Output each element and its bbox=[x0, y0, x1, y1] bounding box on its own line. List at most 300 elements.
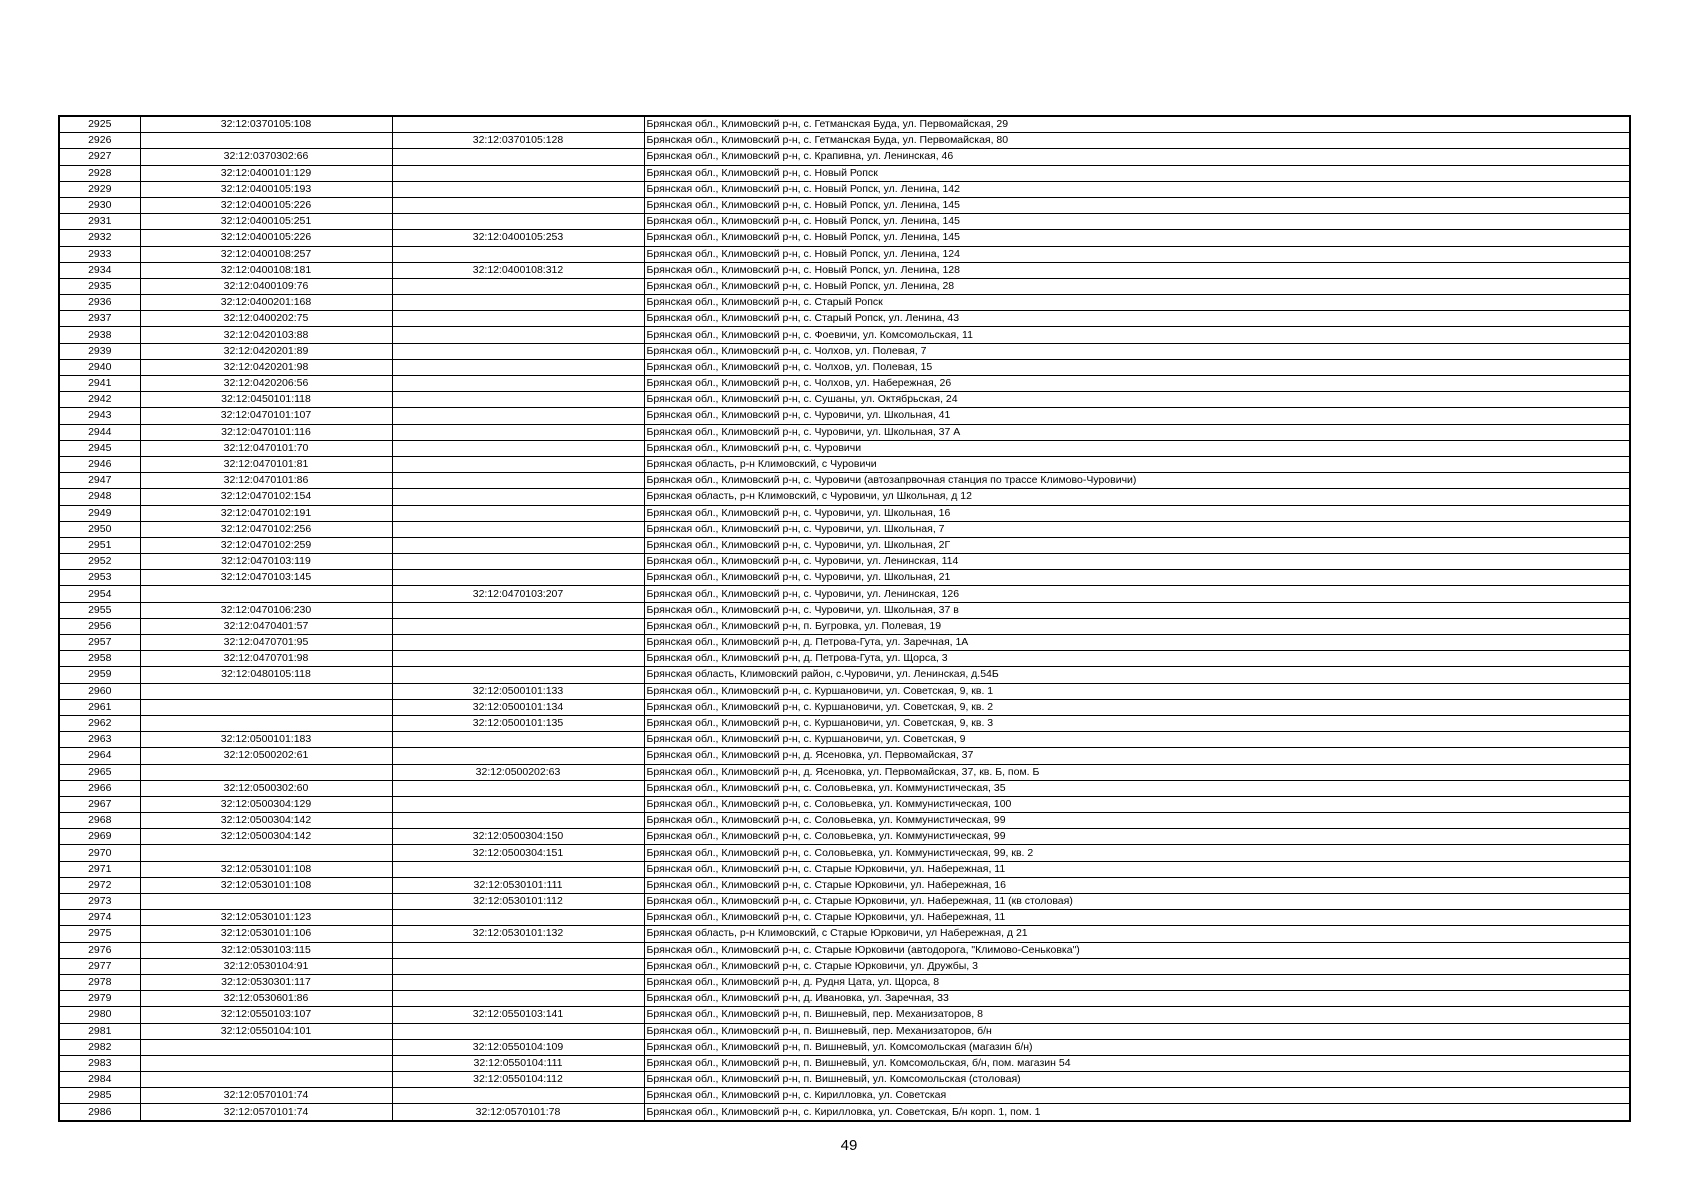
address-cell: Брянская обл., Климовский р-н, с. Кирилловка, ул. Советская bbox=[644, 1088, 1630, 1104]
cadastral-number-cell: 32:12:0470106:230 bbox=[140, 602, 392, 618]
cadastral-number-cell: 32:12:0400105:251 bbox=[140, 214, 392, 230]
related-cadastral-cell bbox=[392, 651, 644, 667]
address-cell: Брянская обл., Климовский р-н, с. Новый Ропск, ул. Ленина, 145 bbox=[644, 230, 1630, 246]
table-row bbox=[59, 715, 1630, 731]
address-cell: Брянская обл., Климовский р-н, с. Чуровичи, ул. Школьная, 21 bbox=[644, 570, 1630, 586]
related-cadastral-cell bbox=[392, 181, 644, 197]
table-row bbox=[59, 602, 1630, 618]
related-cadastral-cell: 32:12:0550104:111 bbox=[392, 1055, 644, 1071]
table-row bbox=[59, 829, 1630, 845]
cadastral-number-cell: 32:12:0400201:168 bbox=[140, 295, 392, 311]
row-number-cell: 2929 bbox=[59, 181, 140, 197]
cadastral-number-cell: 32:12:0470101:116 bbox=[140, 424, 392, 440]
cadastral-number-cell bbox=[140, 133, 392, 149]
address-cell: Брянская обл., Климовский р-н, с. Чуровичи, ул. Школьная, 41 bbox=[644, 408, 1630, 424]
related-cadastral-cell bbox=[392, 408, 644, 424]
address-cell: Брянская обл., Климовский р-н, с. Сушаны, ул. Октябрьская, 24 bbox=[644, 392, 1630, 408]
address-cell: Брянская обл., Климовский р-н, с. Старые Юрковичи, ул. Набережная, 11 bbox=[644, 861, 1630, 877]
row-number-cell: 2940 bbox=[59, 359, 140, 375]
address-cell: Брянская обл., Климовский р-н, с. Старый Ропск bbox=[644, 295, 1630, 311]
row-number-cell: 2978 bbox=[59, 974, 140, 990]
row-number-cell: 2932 bbox=[59, 230, 140, 246]
table-row bbox=[59, 651, 1630, 667]
table-row bbox=[59, 456, 1630, 472]
table-row bbox=[59, 780, 1630, 796]
related-cadastral-cell bbox=[392, 537, 644, 553]
row-number-cell: 2931 bbox=[59, 214, 140, 230]
address-cell: Брянская обл., Климовский р-н, д. Рудня Цата, ул. Щорса, 8 bbox=[644, 974, 1630, 990]
table-row bbox=[59, 246, 1630, 262]
cadastral-number-cell: 32:12:0530101:108 bbox=[140, 861, 392, 877]
address-cell: Брянская обл., Климовский р-н, с. Старые Юрковичи, ул. Набережная, 11 bbox=[644, 910, 1630, 926]
address-cell: Брянская область, Климовский район, с.Чуровичи, ул. Ленинская, д.54Б bbox=[644, 667, 1630, 683]
cadastral-number-cell: 32:12:0370302:66 bbox=[140, 149, 392, 165]
address-cell: Брянская обл., Климовский р-н, п. Вишневый, ул. Комсомольская, б/н, пом. магазин 54 bbox=[644, 1055, 1630, 1071]
row-number-cell: 2934 bbox=[59, 262, 140, 278]
table-row bbox=[59, 635, 1630, 651]
address-cell: Брянская обл., Климовский р-н, с. Гетманская Буда, ул. Первомайская, 29 bbox=[644, 116, 1630, 133]
related-cadastral-cell: 32:12:0530101:112 bbox=[392, 894, 644, 910]
address-cell: Брянская обл., Климовский р-н, п. Вишневый, пер. Механизаторов, б/н bbox=[644, 1023, 1630, 1039]
related-cadastral-cell: 32:12:0500304:151 bbox=[392, 845, 644, 861]
cadastral-number-cell: 32:12:0400202:75 bbox=[140, 311, 392, 327]
related-cadastral-cell bbox=[392, 780, 644, 796]
cadastral-number-cell: 32:12:0470701:95 bbox=[140, 635, 392, 651]
cadastral-number-cell bbox=[140, 894, 392, 910]
cadastral-number-cell: 32:12:0470103:145 bbox=[140, 570, 392, 586]
row-number-cell: 2948 bbox=[59, 489, 140, 505]
table-row bbox=[59, 667, 1630, 683]
address-cell: Брянская обл., Климовский р-н, с. Чуровичи, ул. Школьная, 16 bbox=[644, 505, 1630, 521]
cadastral-number-cell: 32:12:0500202:61 bbox=[140, 748, 392, 764]
cadastral-number-cell: 32:12:0530101:106 bbox=[140, 926, 392, 942]
table-row bbox=[59, 408, 1630, 424]
row-number-cell: 2925 bbox=[59, 116, 140, 133]
cadastral-number-cell: 32:12:0570101:74 bbox=[140, 1088, 392, 1104]
address-cell: Брянская обл., Климовский р-н, п. Вишневый, ул. Комсомольская (столовая) bbox=[644, 1072, 1630, 1088]
cadastral-number-cell bbox=[140, 699, 392, 715]
related-cadastral-cell bbox=[392, 910, 644, 926]
table-row bbox=[59, 214, 1630, 230]
table-row bbox=[59, 683, 1630, 699]
related-cadastral-cell bbox=[392, 796, 644, 812]
table-row bbox=[59, 343, 1630, 359]
address-cell: Брянская обл., Климовский р-н, с. Новый Ропск, ул. Ленина, 28 bbox=[644, 278, 1630, 294]
cadastral-number-cell: 32:12:0530101:108 bbox=[140, 877, 392, 893]
related-cadastral-cell bbox=[392, 278, 644, 294]
related-cadastral-cell bbox=[392, 327, 644, 343]
cadastral-number-cell: 32:12:0530301:117 bbox=[140, 974, 392, 990]
related-cadastral-cell bbox=[392, 732, 644, 748]
related-cadastral-cell bbox=[392, 1088, 644, 1104]
row-number-cell: 2962 bbox=[59, 715, 140, 731]
table-row bbox=[59, 926, 1630, 942]
table-row bbox=[59, 861, 1630, 877]
row-number-cell: 2979 bbox=[59, 991, 140, 1007]
cadastral-number-cell: 32:12:0500304:129 bbox=[140, 796, 392, 812]
address-cell: Брянская обл., Климовский р-н, п. Вишневый, пер. Механизаторов, 8 bbox=[644, 1007, 1630, 1023]
address-cell: Брянская обл., Климовский р-н, с. Чуровичи (автозапрвочная станция по трассе Климово-Чуровичи) bbox=[644, 473, 1630, 489]
cadastral-number-cell: 32:12:0500304:142 bbox=[140, 829, 392, 845]
related-cadastral-cell bbox=[392, 505, 644, 521]
table-row bbox=[59, 1023, 1630, 1039]
related-cadastral-cell bbox=[392, 424, 644, 440]
table-row bbox=[59, 618, 1630, 634]
row-number-cell: 2985 bbox=[59, 1088, 140, 1104]
row-number-cell: 2928 bbox=[59, 165, 140, 181]
row-number-cell: 2926 bbox=[59, 133, 140, 149]
page-number: 49 bbox=[840, 1137, 858, 1154]
address-cell: Брянская обл., Климовский р-н, с. Чуровичи bbox=[644, 440, 1630, 456]
address-cell: Брянская обл., Климовский р-н, с. Чолхов, ул. Полевая, 15 bbox=[644, 359, 1630, 375]
address-cell: Брянская обл., Климовский р-н, с. Новый Ропск, ул. Ленина, 142 bbox=[644, 181, 1630, 197]
table-row bbox=[59, 149, 1630, 165]
cadastral-number-cell bbox=[140, 1072, 392, 1088]
related-cadastral-cell bbox=[392, 392, 644, 408]
address-cell: Брянская обл., Климовский р-н, с. Гетманская Буда, ул. Первомайская, 80 bbox=[644, 133, 1630, 149]
cadastral-number-cell bbox=[140, 715, 392, 731]
table-row bbox=[59, 974, 1630, 990]
address-cell: Брянская обл., Климовский р-н, с. Чолхов, ул. Набережная, 26 bbox=[644, 376, 1630, 392]
address-cell: Брянская обл., Климовский р-н, с. Новый Ропск, ул. Ленина, 145 bbox=[644, 214, 1630, 230]
related-cadastral-cell bbox=[392, 618, 644, 634]
row-number-cell: 2965 bbox=[59, 764, 140, 780]
address-cell: Брянская обл., Климовский р-н, д. Петрова-Гута, ул. Щорса, 3 bbox=[644, 651, 1630, 667]
row-number-cell: 2963 bbox=[59, 732, 140, 748]
related-cadastral-cell bbox=[392, 861, 644, 877]
cadastral-number-cell: 32:12:0420206:56 bbox=[140, 376, 392, 392]
address-cell: Брянская обл., Климовский р-н, с. Фоевичи, ул. Комсомольская, 11 bbox=[644, 327, 1630, 343]
cadastral-number-cell: 32:12:0420201:98 bbox=[140, 359, 392, 375]
row-number-cell: 2981 bbox=[59, 1023, 140, 1039]
table-row bbox=[59, 910, 1630, 926]
related-cadastral-cell bbox=[392, 214, 644, 230]
cadastral-number-cell: 32:12:0400109:76 bbox=[140, 278, 392, 294]
related-cadastral-cell bbox=[392, 295, 644, 311]
table-row bbox=[59, 181, 1630, 197]
row-number-cell: 2957 bbox=[59, 635, 140, 651]
row-number-cell: 2949 bbox=[59, 505, 140, 521]
cadastral-number-cell: 32:12:0470101:70 bbox=[140, 440, 392, 456]
related-cadastral-cell bbox=[392, 570, 644, 586]
address-cell: Брянская обл., Климовский р-н, с. Крапивна, ул. Ленинская, 46 bbox=[644, 149, 1630, 165]
row-number-cell: 2980 bbox=[59, 1007, 140, 1023]
cadastral-number-cell: 32:12:0470102:154 bbox=[140, 489, 392, 505]
row-number-cell: 2955 bbox=[59, 602, 140, 618]
related-cadastral-cell: 32:12:0500101:133 bbox=[392, 683, 644, 699]
table-row bbox=[59, 845, 1630, 861]
address-cell: Брянская обл., Климовский р-н, с. Новый Ропск bbox=[644, 165, 1630, 181]
address-cell: Брянская обл., Климовский р-н, с. Старые Юрковичи (автодорога, "Климово-Сеньковка") bbox=[644, 942, 1630, 958]
table-row bbox=[59, 732, 1630, 748]
related-cadastral-cell: 32:12:0470103:207 bbox=[392, 586, 644, 602]
row-number-cell: 2942 bbox=[59, 392, 140, 408]
cadastral-number-cell: 32:12:0470701:98 bbox=[140, 651, 392, 667]
related-cadastral-cell bbox=[392, 748, 644, 764]
table-row bbox=[59, 1088, 1630, 1104]
related-cadastral-cell: 32:12:0500101:135 bbox=[392, 715, 644, 731]
cadastral-number-cell: 32:12:0530104:91 bbox=[140, 958, 392, 974]
related-cadastral-cell: 32:12:0500101:134 bbox=[392, 699, 644, 715]
related-cadastral-cell bbox=[392, 958, 644, 974]
related-cadastral-cell bbox=[392, 311, 644, 327]
related-cadastral-cell: 32:12:0570101:78 bbox=[392, 1104, 644, 1121]
address-cell: Брянская область, р-н Климовский, с Чуровичи, ул Школьная, д 12 bbox=[644, 489, 1630, 505]
address-cell: Брянская обл., Климовский р-н, с. Старый Ропск, ул. Ленина, 43 bbox=[644, 311, 1630, 327]
row-number-cell: 2960 bbox=[59, 683, 140, 699]
related-cadastral-cell bbox=[392, 376, 644, 392]
row-number-cell: 2939 bbox=[59, 343, 140, 359]
cadastral-number-cell: 32:12:0470102:256 bbox=[140, 521, 392, 537]
table-row bbox=[59, 813, 1630, 829]
cadastral-number-cell: 32:12:0530101:123 bbox=[140, 910, 392, 926]
row-number-cell: 2947 bbox=[59, 473, 140, 489]
related-cadastral-cell bbox=[392, 473, 644, 489]
row-number-cell: 2941 bbox=[59, 376, 140, 392]
row-number-cell: 2984 bbox=[59, 1072, 140, 1088]
cadastral-number-cell bbox=[140, 683, 392, 699]
table-row bbox=[59, 991, 1630, 1007]
row-number-cell: 2961 bbox=[59, 699, 140, 715]
table-row bbox=[59, 1039, 1630, 1055]
row-number-cell: 2976 bbox=[59, 942, 140, 958]
cadastral-number-cell: 32:12:0550104:101 bbox=[140, 1023, 392, 1039]
related-cadastral-cell bbox=[392, 489, 644, 505]
row-number-cell: 2953 bbox=[59, 570, 140, 586]
table-row bbox=[59, 327, 1630, 343]
related-cadastral-cell: 32:12:0500304:150 bbox=[392, 829, 644, 845]
cadastral-number-cell: 32:12:0420201:89 bbox=[140, 343, 392, 359]
address-cell: Брянская область, р-н Климовский, с Чуровичи bbox=[644, 456, 1630, 472]
table-row bbox=[59, 877, 1630, 893]
cadastral-number-cell: 32:12:0400105:226 bbox=[140, 230, 392, 246]
row-number-cell: 2970 bbox=[59, 845, 140, 861]
table-row bbox=[59, 165, 1630, 181]
table-row bbox=[59, 748, 1630, 764]
address-cell: Брянская обл., Климовский р-н, с. Старые Юрковичи, ул. Дружбы, 3 bbox=[644, 958, 1630, 974]
address-cell: Брянская обл., Климовский р-н, с. Соловьевка, ул. Коммунистическая, 99 bbox=[644, 813, 1630, 829]
related-cadastral-cell bbox=[392, 667, 644, 683]
related-cadastral-cell bbox=[392, 440, 644, 456]
row-number-cell: 2937 bbox=[59, 311, 140, 327]
table-row bbox=[59, 392, 1630, 408]
table-row bbox=[59, 230, 1630, 246]
table-row bbox=[59, 505, 1630, 521]
table-row bbox=[59, 197, 1630, 213]
registry-table-body bbox=[59, 116, 1630, 1121]
address-cell: Брянская обл., Климовский р-н, с. Куршановичи, ул. Советская, 9, кв. 3 bbox=[644, 715, 1630, 731]
cadastral-number-cell: 32:12:0470101:107 bbox=[140, 408, 392, 424]
address-cell: Брянская область, р-н Климовский, с Старые Юрковичи, ул Набережная, д 21 bbox=[644, 926, 1630, 942]
address-cell: Брянская обл., Климовский р-н, с. Соловьевка, ул. Коммунистическая, 35 bbox=[644, 780, 1630, 796]
related-cadastral-cell bbox=[392, 165, 644, 181]
table-row bbox=[59, 1007, 1630, 1023]
address-cell: Брянская обл., Климовский р-н, д. Ивановка, ул. Заречная, 33 bbox=[644, 991, 1630, 1007]
row-number-cell: 2975 bbox=[59, 926, 140, 942]
row-number-cell: 2935 bbox=[59, 278, 140, 294]
row-number-cell: 2927 bbox=[59, 149, 140, 165]
related-cadastral-cell bbox=[392, 246, 644, 262]
address-cell: Брянская обл., Климовский р-н, с. Кирилловка, ул. Советская, Б/н корп. 1, пом. 1 bbox=[644, 1104, 1630, 1121]
address-cell: Брянская обл., Климовский р-н, с. Чуровичи, ул. Школьная, 2Г bbox=[644, 537, 1630, 553]
row-number-cell: 2936 bbox=[59, 295, 140, 311]
address-cell: Брянская обл., Климовский р-н, с. Куршановичи, ул. Советская, 9, кв. 1 bbox=[644, 683, 1630, 699]
cadastral-number-cell: 32:12:0470101:81 bbox=[140, 456, 392, 472]
address-cell: Брянская обл., Климовский р-н, с. Новый Ропск, ул. Ленина, 124 bbox=[644, 246, 1630, 262]
table-row bbox=[59, 311, 1630, 327]
cadastral-number-cell: 32:12:0550103:107 bbox=[140, 1007, 392, 1023]
table-row bbox=[59, 473, 1630, 489]
table-row bbox=[59, 570, 1630, 586]
address-cell: Брянская обл., Климовский р-н, с. Соловьевка, ул. Коммунистическая, 99, кв. 2 bbox=[644, 845, 1630, 861]
row-number-cell: 2977 bbox=[59, 958, 140, 974]
cadastral-number-cell: 32:12:0470401:57 bbox=[140, 618, 392, 634]
related-cadastral-cell bbox=[392, 359, 644, 375]
table-row bbox=[59, 764, 1630, 780]
table-row bbox=[59, 440, 1630, 456]
address-cell: Брянская обл., Климовский р-н, с. Чуровичи, ул. Ленинская, 114 bbox=[644, 554, 1630, 570]
table-row bbox=[59, 521, 1630, 537]
cadastral-number-cell: 32:12:0400105:226 bbox=[140, 197, 392, 213]
cadastral-number-cell: 32:12:0530601:86 bbox=[140, 991, 392, 1007]
cadastral-number-cell: 32:12:0400108:181 bbox=[140, 262, 392, 278]
table-row bbox=[59, 116, 1630, 133]
row-number-cell: 2967 bbox=[59, 796, 140, 812]
row-number-cell: 2968 bbox=[59, 813, 140, 829]
cadastral-number-cell: 32:12:0400108:257 bbox=[140, 246, 392, 262]
address-cell: Брянская обл., Климовский р-н, с. Чолхов, ул. Полевая, 7 bbox=[644, 343, 1630, 359]
row-number-cell: 2972 bbox=[59, 877, 140, 893]
cadastral-number-cell: 32:12:0500304:142 bbox=[140, 813, 392, 829]
cadastral-number-cell: 32:12:0470101:86 bbox=[140, 473, 392, 489]
related-cadastral-cell bbox=[392, 197, 644, 213]
row-number-cell: 2966 bbox=[59, 780, 140, 796]
address-cell: Брянская обл., Климовский р-н, с. Чуровичи, ул. Школьная, 37 в bbox=[644, 602, 1630, 618]
related-cadastral-cell: 32:12:0400108:312 bbox=[392, 262, 644, 278]
address-cell: Брянская обл., Климовский р-н, с. Куршановичи, ул. Советская, 9 bbox=[644, 732, 1630, 748]
related-cadastral-cell bbox=[392, 942, 644, 958]
row-number-cell: 2944 bbox=[59, 424, 140, 440]
address-cell: Брянская обл., Климовский р-н, с. Чуровичи, ул. Школьная, 37 А bbox=[644, 424, 1630, 440]
cadastral-number-cell: 32:12:0420103:88 bbox=[140, 327, 392, 343]
related-cadastral-cell bbox=[392, 554, 644, 570]
cadastral-number-cell: 32:12:0480105:118 bbox=[140, 667, 392, 683]
related-cadastral-cell: 32:12:0500202:63 bbox=[392, 764, 644, 780]
table-row bbox=[59, 942, 1630, 958]
cadastral-number-cell bbox=[140, 845, 392, 861]
table-row bbox=[59, 359, 1630, 375]
row-number-cell: 2964 bbox=[59, 748, 140, 764]
registry-sheet bbox=[58, 115, 1631, 1122]
cadastral-number-cell: 32:12:0470103:119 bbox=[140, 554, 392, 570]
related-cadastral-cell bbox=[392, 149, 644, 165]
address-cell: Брянская обл., Климовский р-н, с. Новый Ропск, ул. Ленина, 145 bbox=[644, 197, 1630, 213]
related-cadastral-cell bbox=[392, 1023, 644, 1039]
cadastral-number-cell: 32:12:0470102:191 bbox=[140, 505, 392, 521]
cadastral-number-cell: 32:12:0500101:183 bbox=[140, 732, 392, 748]
table-row bbox=[59, 699, 1630, 715]
address-cell: Брянская обл., Климовский р-н, д. Петрова-Гута, ул. Заречная, 1А bbox=[644, 635, 1630, 651]
related-cadastral-cell bbox=[392, 456, 644, 472]
address-cell: Брянская обл., Климовский р-н, с. Соловьевка, ул. Коммунистическая, 99 bbox=[644, 829, 1630, 845]
row-number-cell: 2950 bbox=[59, 521, 140, 537]
cadastral-number-cell: 32:12:0570101:74 bbox=[140, 1104, 392, 1121]
table-row bbox=[59, 894, 1630, 910]
table-row bbox=[59, 537, 1630, 553]
address-cell: Брянская обл., Климовский р-н, д. Ясеновка, ул. Первомайская, 37, кв. Б, пом. Б bbox=[644, 764, 1630, 780]
related-cadastral-cell: 32:12:0530101:111 bbox=[392, 877, 644, 893]
table-row bbox=[59, 133, 1630, 149]
address-cell: Брянская обл., Климовский р-н, п. Бугровка, ул. Полевая, 19 bbox=[644, 618, 1630, 634]
related-cadastral-cell bbox=[392, 991, 644, 1007]
row-number-cell: 2952 bbox=[59, 554, 140, 570]
related-cadastral-cell bbox=[392, 343, 644, 359]
row-number-cell: 2982 bbox=[59, 1039, 140, 1055]
related-cadastral-cell bbox=[392, 116, 644, 133]
cadastral-number-cell: 32:12:0400101:129 bbox=[140, 165, 392, 181]
table-row bbox=[59, 1055, 1630, 1071]
related-cadastral-cell: 32:12:0400105:253 bbox=[392, 230, 644, 246]
address-cell: Брянская обл., Климовский р-н, с. Соловьевка, ул. Коммунистическая, 100 bbox=[644, 796, 1630, 812]
table-row bbox=[59, 376, 1630, 392]
row-number-cell: 2945 bbox=[59, 440, 140, 456]
related-cadastral-cell: 32:12:0530101:132 bbox=[392, 926, 644, 942]
address-cell: Брянская обл., Климовский р-н, д. Ясеновка, ул. Первомайская, 37 bbox=[644, 748, 1630, 764]
address-cell: Брянская обл., Климовский р-н, с. Куршановичи, ул. Советская, 9, кв. 2 bbox=[644, 699, 1630, 715]
row-number-cell: 2973 bbox=[59, 894, 140, 910]
row-number-cell: 2983 bbox=[59, 1055, 140, 1071]
cadastral-number-cell: 32:12:0400105:193 bbox=[140, 181, 392, 197]
row-number-cell: 2933 bbox=[59, 246, 140, 262]
related-cadastral-cell: 32:12:0550104:112 bbox=[392, 1072, 644, 1088]
row-number-cell: 2930 bbox=[59, 197, 140, 213]
address-cell: Брянская обл., Климовский р-н, с. Старые Юрковичи, ул. Набережная, 11 (кв столовая) bbox=[644, 894, 1630, 910]
table-row bbox=[59, 295, 1630, 311]
cadastral-number-cell: 32:12:0370105:108 bbox=[140, 116, 392, 133]
table-row bbox=[59, 958, 1630, 974]
related-cadastral-cell bbox=[392, 635, 644, 651]
address-cell: Брянская обл., Климовский р-н, с. Чуровичи, ул. Школьная, 7 bbox=[644, 521, 1630, 537]
cadastral-number-cell: 32:12:0450101:118 bbox=[140, 392, 392, 408]
registry-table bbox=[58, 115, 1631, 1122]
table-row bbox=[59, 424, 1630, 440]
address-cell: Брянская обл., Климовский р-н, с. Новый Ропск, ул. Ленина, 128 bbox=[644, 262, 1630, 278]
table-row bbox=[59, 262, 1630, 278]
related-cadastral-cell: 32:12:0550104:109 bbox=[392, 1039, 644, 1055]
row-number-cell: 2974 bbox=[59, 910, 140, 926]
related-cadastral-cell bbox=[392, 602, 644, 618]
related-cadastral-cell bbox=[392, 974, 644, 990]
table-row bbox=[59, 1072, 1630, 1088]
related-cadastral-cell: 32:12:0550103:141 bbox=[392, 1007, 644, 1023]
cadastral-number-cell bbox=[140, 1055, 392, 1071]
address-cell: Брянская обл., Климовский р-н, п. Вишневый, ул. Комсомольская (магазин б/н) bbox=[644, 1039, 1630, 1055]
table-row bbox=[59, 796, 1630, 812]
cadastral-number-cell: 32:12:0530103:115 bbox=[140, 942, 392, 958]
cadastral-number-cell bbox=[140, 586, 392, 602]
row-number-cell: 2958 bbox=[59, 651, 140, 667]
row-number-cell: 2986 bbox=[59, 1104, 140, 1121]
related-cadastral-cell bbox=[392, 521, 644, 537]
table-row bbox=[59, 586, 1630, 602]
row-number-cell: 2969 bbox=[59, 829, 140, 845]
related-cadastral-cell bbox=[392, 813, 644, 829]
row-number-cell: 2971 bbox=[59, 861, 140, 877]
row-number-cell: 2954 bbox=[59, 586, 140, 602]
row-number-cell: 2956 bbox=[59, 618, 140, 634]
table-row bbox=[59, 554, 1630, 570]
table-row bbox=[59, 278, 1630, 294]
